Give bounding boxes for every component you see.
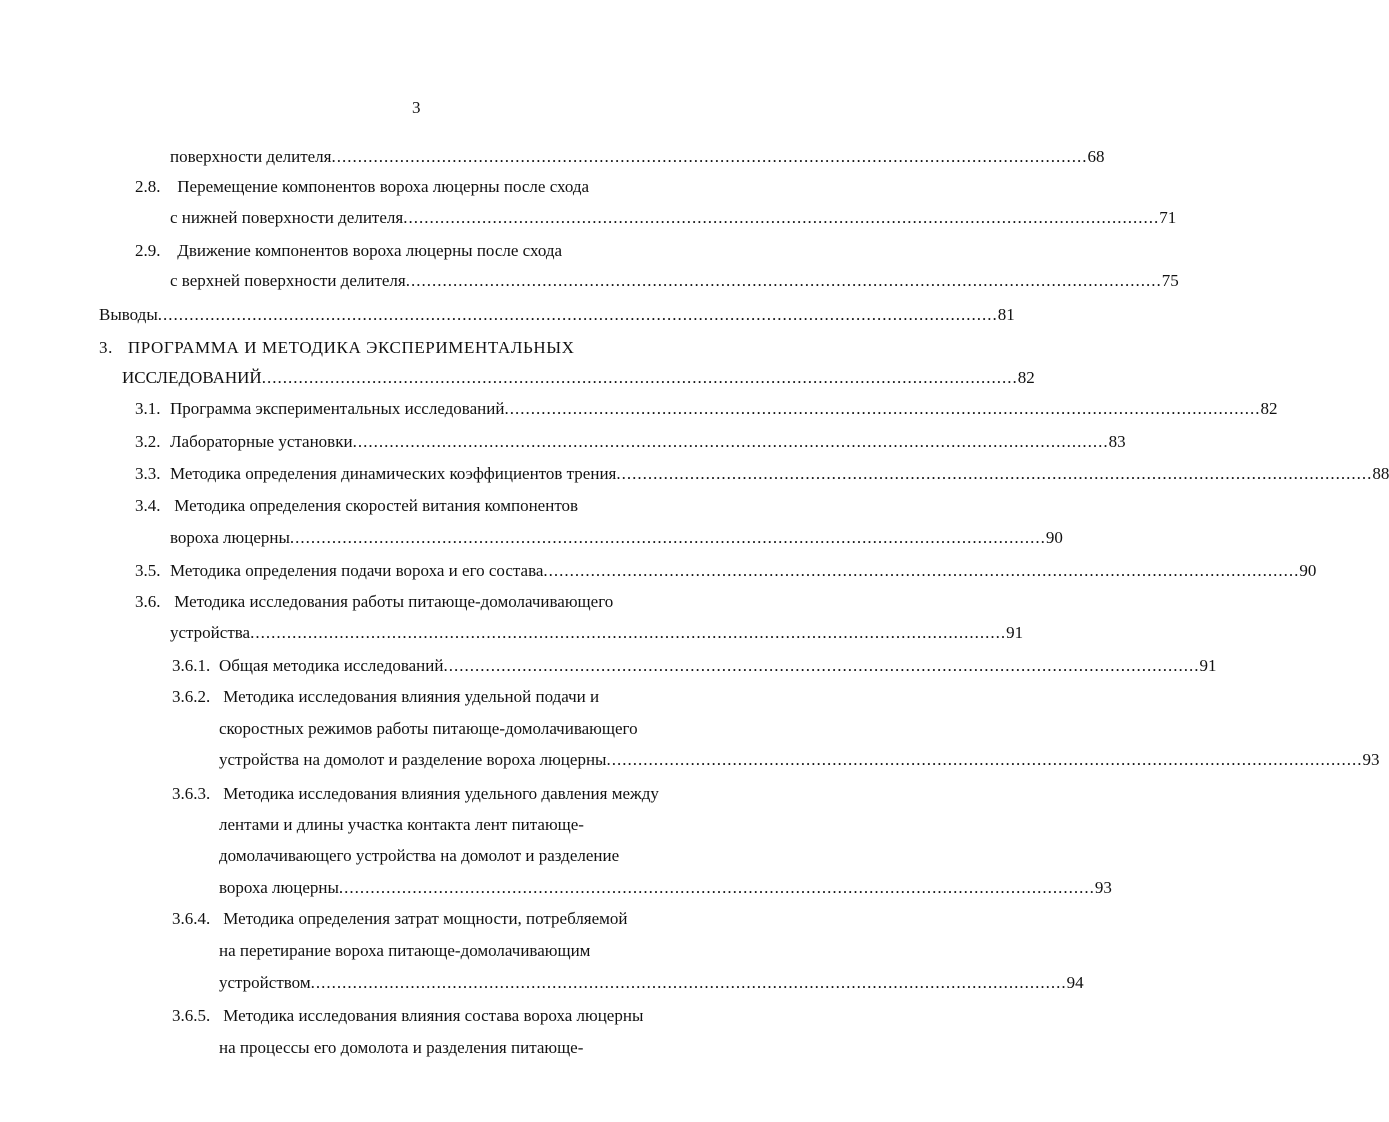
toc-entry-text: Методика определения затрат мощности, потребляемой	[223, 909, 628, 928]
toc-entry	[135, 240, 562, 262]
toc-entry-text: Перемещение компонентов вороха люцерны после схода	[177, 177, 590, 196]
page-number: 3	[412, 98, 421, 117]
toc-entry	[170, 270, 1179, 292]
dot-leader: ................................................................................................................................................	[543, 561, 1300, 580]
toc-entry-number: 3.	[99, 338, 113, 357]
toc-entry-text: Методика определения динамических коэффициентов трения	[170, 464, 617, 483]
toc-entry-text: на перетирание вороха питающе-домолачивающим	[219, 941, 591, 960]
dot-leader: ................................................................................................................................................	[443, 656, 1200, 675]
dot-leader: ................................................................................................................................................	[352, 432, 1109, 451]
toc-entry	[135, 431, 1126, 453]
toc-entry-text: вороха люцерны	[219, 878, 339, 897]
toc-entry-text: Методика исследования влияния состава вороха люцерны	[223, 1006, 644, 1025]
toc-entry-number: 3.4.	[135, 496, 161, 515]
toc-entry	[219, 814, 584, 836]
toc-entry	[135, 560, 1317, 582]
toc-entry-page: 82	[1260, 399, 1278, 418]
toc-entry-text: на процессы его домолота и разделения питающе-	[219, 1038, 584, 1057]
toc-entry-number: 3.6.3.	[172, 784, 211, 803]
dot-leader: ................................................................................................................................................	[261, 368, 1018, 387]
toc-entry-number: 3.6.2.	[172, 687, 211, 706]
toc-entry	[172, 1005, 643, 1027]
toc-entry-page: 83	[1108, 432, 1126, 451]
toc-entry-page: 88	[1372, 464, 1389, 483]
toc-entry	[170, 527, 1063, 549]
toc-entry-text: Программа экспериментальных исследований	[170, 399, 505, 418]
toc-entry	[135, 591, 613, 613]
dot-leader: ................................................................................................................................................	[606, 750, 1363, 769]
toc-entry-page: 90	[1299, 561, 1317, 580]
toc-entry-number: 2.9.	[135, 241, 161, 260]
toc-entry	[99, 304, 1015, 326]
toc-entry-text: Методика исследования влияния удельного давления между	[223, 784, 659, 803]
toc-entry-text: Методика определения скоростей витания компонентов	[174, 496, 579, 515]
toc-entry	[219, 972, 1084, 994]
dot-leader: ................................................................................................................................................	[250, 623, 1007, 642]
toc-entry	[135, 495, 578, 517]
toc-entry-text: ИССЛЕДОВАНИЙ	[122, 368, 262, 387]
toc-entry-text: вороха люцерны	[170, 528, 290, 547]
toc-entry	[170, 207, 1177, 229]
toc-entry	[219, 845, 619, 867]
dot-leader: ................................................................................................................................................	[405, 271, 1162, 290]
toc-entry-text: скоростных режимов работы питающе-домолачивающего	[219, 719, 638, 738]
toc-entry-text: с верхней поверхности делителя	[170, 271, 406, 290]
toc-entry	[219, 940, 590, 962]
toc-entry-page: 93	[1362, 750, 1380, 769]
toc-entry-text: с нижней поверхности делителя	[170, 208, 404, 227]
toc-entry-text: лентами и длины участка контакта лент питающе-	[219, 815, 584, 834]
toc-entry-text: устройством	[219, 973, 311, 992]
toc-entry	[172, 686, 599, 708]
toc-entry	[219, 749, 1380, 771]
toc-entry	[172, 783, 659, 805]
toc-entry-page: 75	[1161, 271, 1179, 290]
toc-entry-number: 3.6.1.	[172, 656, 211, 675]
toc-entry	[219, 718, 638, 740]
toc-entry-text: Лабораторные установки	[170, 432, 353, 451]
toc-entry-number: 3.2.	[135, 432, 161, 451]
toc-entry-page: 81	[997, 305, 1015, 324]
toc-entry	[219, 877, 1112, 899]
toc-entry	[172, 655, 1217, 677]
toc-entry-text: Методика исследования влияния удельной подачи и	[223, 687, 600, 706]
toc-entry-page: 93	[1094, 878, 1112, 897]
toc-entry	[219, 1037, 583, 1059]
toc-entry-number: 3.1.	[135, 399, 161, 418]
toc-entry-text: ПРОГРАММА И МЕТОДИКА ЭКСПЕРИМЕНТАЛЬНЫХ	[127, 338, 575, 357]
dot-leader: ................................................................................................................................................................	[157, 305, 998, 324]
toc-entry	[99, 337, 575, 359]
dot-leader: ................................................................................................................................................	[504, 399, 1261, 418]
dot-leader: ................................................................................................................................................	[403, 208, 1160, 227]
toc-entry	[172, 908, 628, 930]
toc-entry-text: Методика исследования работы питающе-домолачивающего	[174, 592, 614, 611]
toc-entry-number: 3.5.	[135, 561, 161, 580]
toc-entry	[170, 622, 1024, 644]
toc-entry-text: поверхности делителя	[170, 147, 332, 166]
toc-entry-page: 91	[1006, 623, 1024, 642]
toc-entry-number: 3.6.5.	[172, 1006, 211, 1025]
toc-entry-text: Движение компонентов вороха люцерны после схода	[177, 241, 563, 260]
toc-entry	[122, 367, 1035, 389]
toc-entry-text: домолачивающего устройства на домолот и разделение	[219, 846, 620, 865]
toc-entry	[135, 398, 1278, 420]
dot-leader: ................................................................................................................................................	[338, 878, 1095, 897]
toc-entry-text: устройства на домолот и разделение вороха люцерны	[219, 750, 607, 769]
dot-leader: ................................................................................................................................................	[331, 147, 1088, 166]
toc-entry-text: Методика определения подачи вороха и его состава	[170, 561, 544, 580]
toc-entry-text: Выводы	[99, 305, 158, 324]
toc-entry-page: 94	[1066, 973, 1084, 992]
toc-entry-page: 82	[1017, 368, 1035, 387]
toc-entry	[135, 463, 1389, 485]
toc-entry	[135, 176, 589, 198]
toc-entry-page: 71	[1159, 208, 1177, 227]
toc-entry	[170, 146, 1105, 168]
toc-entry-number: 2.8.	[135, 177, 161, 196]
toc-entry-page: 91	[1199, 656, 1217, 675]
toc-entry-text: Общая методика исследований	[219, 656, 444, 675]
dot-leader: ................................................................................................................................................	[289, 528, 1046, 547]
dot-leader: ................................................................................................................................................	[616, 464, 1373, 483]
toc-entry-number: 3.6.4.	[172, 909, 211, 928]
toc-entry-text: устройства	[170, 623, 251, 642]
toc-entry-page: 90	[1045, 528, 1063, 547]
toc-entry-page: 68	[1087, 147, 1105, 166]
dot-leader: ................................................................................................................................................	[310, 973, 1067, 992]
toc-entry-number: 3.6.	[135, 592, 161, 611]
toc-entry-number: 3.3.	[135, 464, 161, 483]
